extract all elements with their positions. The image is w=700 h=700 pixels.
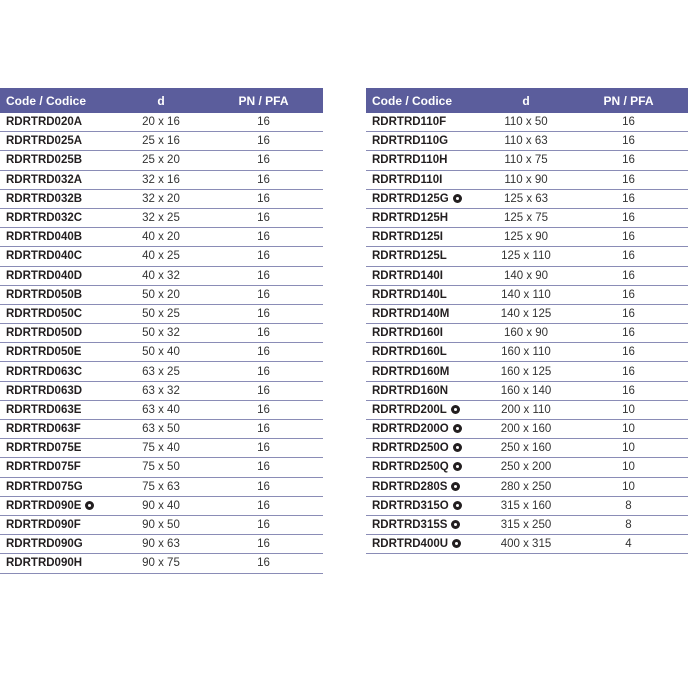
- pressure-cell: 16: [257, 212, 270, 225]
- table-row: [366, 247, 688, 266]
- code-cell: [366, 250, 483, 262]
- table-row: [366, 382, 688, 401]
- star-badge-icon: [451, 405, 460, 414]
- dimension-cell: 50 x 25: [142, 307, 180, 320]
- dimension-cell: 90 x 63: [142, 538, 180, 551]
- code-cell: [0, 116, 118, 128]
- table-header: [366, 88, 688, 113]
- code-text: RDRTRD250O: [372, 442, 449, 455]
- code-text: RDRTRD063C: [6, 365, 83, 378]
- star-badge-icon: [85, 501, 94, 510]
- code-text: RDRTRD200O: [372, 423, 449, 436]
- table-row: [366, 209, 688, 228]
- code-cell: [0, 442, 118, 454]
- pressure-cell: 16: [622, 365, 635, 378]
- table-row: [0, 171, 323, 190]
- dimension-cell: 110 x 75: [504, 154, 548, 167]
- table-row: [0, 420, 323, 439]
- dimension-cell: 140 x 125: [500, 307, 552, 320]
- pressure-cell: 16: [622, 154, 635, 167]
- dimension-cell: 63 x 32: [142, 384, 180, 397]
- pressure-cell: 16: [622, 327, 635, 340]
- pressure-cell: 16: [622, 192, 635, 205]
- code-text: RDRTRD110F: [372, 116, 447, 129]
- code-text: RDRTRD063E: [6, 403, 82, 416]
- dimension-cell: 50 x 20: [142, 288, 180, 301]
- code-cell: [0, 231, 118, 243]
- dimension-cell: 25 x 20: [142, 154, 180, 167]
- code-text: RDRTRD050C: [6, 307, 83, 320]
- table-row: [0, 382, 323, 401]
- dimension-cell: 400 x 315: [500, 538, 552, 551]
- code-text: RDRTRD110H: [372, 154, 448, 167]
- code-cell: [0, 538, 118, 550]
- code-cell: [366, 481, 483, 493]
- code-cell: [366, 212, 483, 224]
- dimension-cell: 140 x 90: [503, 269, 549, 282]
- pressure-cell: 16: [257, 403, 270, 416]
- code-cell: [0, 327, 118, 339]
- table-row: [366, 151, 688, 170]
- code-text: RDRTRD040B: [6, 231, 83, 244]
- code-cell: [0, 519, 118, 531]
- pressure-cell: 16: [257, 538, 270, 551]
- table-row: [366, 228, 688, 247]
- table-row: [366, 478, 688, 497]
- dimension-cell: 160 x 125: [500, 365, 552, 378]
- code-cell: [366, 385, 483, 397]
- code-text: RDRTRD400U: [372, 538, 449, 551]
- table-row: [0, 478, 323, 497]
- dimension-cell: 32 x 16: [142, 173, 180, 186]
- code-text: RDRTRD280S: [372, 480, 448, 493]
- code-text: RDRTRD315O: [372, 499, 449, 512]
- header-d: d: [157, 93, 165, 108]
- code-cell: [0, 135, 118, 147]
- table-row: [366, 171, 688, 190]
- dimension-cell: 125 x 90: [503, 231, 549, 244]
- code-text: RDRTRD200L: [372, 403, 447, 416]
- pressure-cell: 16: [257, 288, 270, 301]
- code-text: RDRTRD250Q: [372, 461, 449, 474]
- dimension-cell: 50 x 40: [142, 346, 180, 359]
- code-text: RDRTRD050E: [6, 346, 82, 359]
- table-row: [366, 132, 688, 151]
- code-text: RDRTRD050D: [6, 327, 83, 340]
- code-text: RDRTRD110I: [372, 173, 443, 186]
- dimension-cell: 32 x 25: [142, 212, 180, 225]
- table-row: [0, 228, 323, 247]
- header-pn: PN / PFA: [603, 93, 654, 108]
- code-text: RDRTRD063F: [6, 423, 81, 436]
- table-row: [366, 190, 688, 209]
- dimension-cell: 110 x 50: [504, 116, 548, 129]
- code-cell: [366, 193, 483, 205]
- code-text: RDRTRD020A: [6, 116, 83, 129]
- dimension-cell: 200 x 160: [500, 423, 552, 436]
- dimension-cell: 280 x 250: [500, 480, 552, 493]
- dimension-cell: 200 x 110: [501, 403, 551, 416]
- pressure-cell: 16: [622, 269, 635, 282]
- table-row: [0, 324, 323, 343]
- code-cell: [366, 308, 483, 320]
- code-text: RDRTRD032B: [6, 192, 83, 205]
- header-code: Code / Codice: [372, 93, 453, 108]
- pressure-cell: 4: [625, 538, 632, 551]
- code-text: RDRTRD160L: [372, 346, 447, 359]
- code-text: RDRTRD160I: [372, 327, 443, 340]
- table-row: [366, 458, 688, 477]
- code-cell: [0, 366, 118, 378]
- header-d: d: [522, 93, 530, 108]
- code-text: RDRTRD140I: [372, 269, 443, 282]
- product-table-right: [366, 88, 688, 554]
- pressure-cell: 10: [622, 403, 635, 416]
- code-cell: [366, 538, 483, 550]
- dimension-cell: 90 x 40: [142, 499, 180, 512]
- table-row: [366, 420, 688, 439]
- pressure-cell: 16: [622, 346, 635, 359]
- code-cell: [366, 346, 483, 358]
- code-cell: [366, 135, 483, 147]
- code-cell: [0, 404, 118, 416]
- code-cell: [366, 174, 483, 186]
- pressure-cell: 16: [622, 116, 635, 129]
- code-cell: [0, 289, 118, 301]
- table-row: [0, 190, 323, 209]
- table-row: [0, 286, 323, 305]
- code-cell: [366, 231, 483, 243]
- dimension-cell: 160 x 110: [501, 346, 551, 359]
- pressure-cell: 16: [257, 327, 270, 340]
- pressure-cell: 16: [257, 231, 270, 244]
- table-row: [366, 113, 688, 132]
- pressure-cell: 16: [257, 519, 270, 532]
- pressure-cell: 8: [625, 519, 632, 532]
- code-text: RDRTRD110G: [372, 135, 449, 148]
- code-cell: [366, 116, 483, 128]
- table-row: [0, 439, 323, 458]
- code-text: RDRTRD090E: [6, 499, 82, 512]
- pressure-cell: 10: [622, 442, 635, 455]
- dimension-cell: 315 x 160: [500, 499, 552, 512]
- code-cell: [0, 346, 118, 358]
- pressure-cell: 16: [622, 384, 635, 397]
- pressure-cell: 16: [257, 135, 270, 148]
- star-badge-icon: [453, 501, 462, 510]
- code-text: RDRTRD125H: [372, 212, 449, 225]
- code-text: RDRTRD032C: [6, 212, 83, 225]
- pressure-cell: 16: [622, 250, 635, 263]
- dimension-cell: 90 x 50: [142, 519, 180, 532]
- dimension-cell: 75 x 40: [142, 442, 180, 455]
- dimension-cell: 50 x 32: [142, 327, 180, 340]
- header-pn: PN / PFA: [238, 93, 289, 108]
- table-row: [0, 267, 323, 286]
- code-cell: [366, 366, 483, 378]
- code-text: RDRTRD075G: [6, 480, 83, 493]
- dimension-cell: 250 x 160: [500, 442, 552, 455]
- code-text: RDRTRD050B: [6, 288, 83, 301]
- table-body: [366, 113, 688, 554]
- code-cell: [0, 481, 118, 493]
- code-cell: [366, 461, 483, 473]
- pressure-cell: 16: [257, 192, 270, 205]
- pressure-cell: 16: [257, 461, 270, 474]
- pressure-cell: 16: [257, 365, 270, 378]
- code-cell: [366, 423, 483, 435]
- dimension-cell: 160 x 90: [503, 327, 549, 340]
- dimension-cell: 125 x 63: [503, 192, 549, 205]
- dimension-cell: 40 x 32: [142, 269, 180, 282]
- code-text: RDRTRD075F: [6, 461, 81, 474]
- dimension-cell: 160 x 140: [500, 384, 552, 397]
- pressure-cell: 10: [622, 461, 635, 474]
- dimension-cell: 110 x 63: [504, 135, 548, 148]
- code-text: RDRTRD063D: [6, 384, 83, 397]
- table-row: [0, 401, 323, 420]
- pressure-cell: 16: [257, 154, 270, 167]
- code-text: RDRTRD025B: [6, 154, 83, 167]
- star-badge-icon: [452, 539, 461, 548]
- code-text: RDRTRD140M: [372, 307, 450, 320]
- code-cell: [366, 154, 483, 166]
- code-text: RDRTRD160M: [372, 365, 450, 378]
- code-text: RDRTRD040D: [6, 269, 83, 282]
- pressure-cell: 16: [622, 212, 635, 225]
- table-row: [0, 516, 323, 535]
- table-row: [366, 401, 688, 420]
- table-header: [0, 88, 323, 113]
- code-cell: [366, 327, 483, 339]
- code-text: RDRTRD090H: [6, 557, 83, 570]
- dimension-cell: 125 x 75: [503, 212, 549, 225]
- code-text: RDRTRD125G: [372, 192, 449, 205]
- pressure-cell: 16: [622, 173, 635, 186]
- dimension-cell: 140 x 110: [501, 288, 551, 301]
- table-row: [0, 113, 323, 132]
- table-row: [0, 458, 323, 477]
- table-body: [0, 113, 323, 574]
- pressure-cell: 16: [622, 307, 635, 320]
- code-cell: [0, 423, 118, 435]
- code-cell: [0, 270, 118, 282]
- table-row: [366, 439, 688, 458]
- table-row: [0, 497, 323, 516]
- pressure-cell: 16: [257, 250, 270, 263]
- dimension-cell: 125 x 110: [501, 250, 551, 263]
- table-row: [0, 132, 323, 151]
- dimension-cell: 32 x 20: [142, 192, 180, 205]
- table-row: [366, 535, 688, 554]
- code-cell: [366, 442, 483, 454]
- code-text: RDRTRD140L: [372, 288, 447, 301]
- star-badge-icon: [453, 424, 462, 433]
- code-text: RDRTRD315S: [372, 519, 448, 532]
- dimension-cell: 63 x 25: [142, 365, 180, 378]
- pressure-cell: 16: [257, 442, 270, 455]
- code-text: RDRTRD090G: [6, 538, 83, 551]
- star-badge-icon: [451, 520, 460, 529]
- table-row: [0, 247, 323, 266]
- pressure-cell: 8: [625, 499, 632, 512]
- code-cell: [366, 500, 483, 512]
- pressure-cell: 16: [257, 423, 270, 436]
- pressure-cell: 16: [257, 499, 270, 512]
- table-row: [0, 151, 323, 170]
- table-row: [366, 324, 688, 343]
- dimension-cell: 75 x 50: [142, 461, 180, 474]
- dimension-cell: 110 x 90: [504, 173, 548, 186]
- pressure-cell: 16: [622, 288, 635, 301]
- code-cell: [0, 557, 118, 569]
- table-row: [366, 362, 688, 381]
- header-code: Code / Codice: [6, 93, 87, 108]
- code-text: RDRTRD025A: [6, 135, 83, 148]
- code-text: RDRTRD125L: [372, 250, 447, 263]
- table-row: [0, 535, 323, 554]
- product-table-left: [0, 88, 323, 574]
- pressure-cell: 16: [622, 135, 635, 148]
- code-cell: [0, 154, 118, 166]
- code-text: RDRTRD032A: [6, 173, 83, 186]
- star-badge-icon: [451, 482, 460, 491]
- pressure-cell: 16: [257, 480, 270, 493]
- pressure-cell: 16: [257, 116, 270, 129]
- dimension-cell: 63 x 40: [142, 403, 180, 416]
- code-cell: [0, 193, 118, 205]
- code-cell: [366, 519, 483, 531]
- pressure-cell: 16: [257, 173, 270, 186]
- code-cell: [0, 174, 118, 186]
- dimension-cell: 250 x 200: [500, 461, 552, 474]
- pressure-cell: 16: [257, 307, 270, 320]
- code-cell: [366, 404, 483, 416]
- table-row: [366, 286, 688, 305]
- code-text: RDRTRD040C: [6, 250, 83, 263]
- code-cell: [366, 270, 483, 282]
- code-cell: [0, 212, 118, 224]
- code-text: RDRTRD075E: [6, 442, 82, 455]
- code-cell: [0, 250, 118, 262]
- code-cell: [366, 289, 483, 301]
- table-row: [0, 554, 323, 573]
- table-row: [0, 209, 323, 228]
- table-row: [366, 497, 688, 516]
- dimension-cell: 40 x 25: [142, 250, 180, 263]
- pressure-cell: 10: [622, 480, 635, 493]
- star-badge-icon: [453, 443, 462, 452]
- table-row: [366, 516, 688, 535]
- pressure-cell: 16: [257, 346, 270, 359]
- table-row: [366, 267, 688, 286]
- pressure-cell: 16: [622, 231, 635, 244]
- dimension-cell: 63 x 50: [142, 423, 180, 436]
- star-badge-icon: [453, 462, 462, 471]
- table-row: [0, 305, 323, 324]
- code-text: RDRTRD160N: [372, 384, 449, 397]
- dimension-cell: 25 x 16: [142, 135, 180, 148]
- code-cell: [0, 500, 118, 512]
- pressure-cell: 10: [622, 423, 635, 436]
- code-cell: [0, 308, 118, 320]
- table-row: [0, 343, 323, 362]
- pressure-cell: 16: [257, 269, 270, 282]
- pressure-cell: 16: [257, 384, 270, 397]
- table-row: [366, 343, 688, 362]
- code-cell: [0, 461, 118, 473]
- dimension-cell: 40 x 20: [142, 231, 180, 244]
- table-row: [0, 362, 323, 381]
- pressure-cell: 16: [257, 557, 270, 570]
- dimension-cell: 315 x 250: [500, 519, 552, 532]
- dimension-cell: 75 x 63: [142, 480, 180, 493]
- code-text: RDRTRD125I: [372, 231, 443, 244]
- dimension-cell: 20 x 16: [142, 116, 180, 129]
- code-text: RDRTRD090F: [6, 519, 81, 532]
- table-row: [366, 305, 688, 324]
- star-badge-icon: [453, 194, 462, 203]
- code-cell: [0, 385, 118, 397]
- dimension-cell: 90 x 75: [142, 557, 180, 570]
